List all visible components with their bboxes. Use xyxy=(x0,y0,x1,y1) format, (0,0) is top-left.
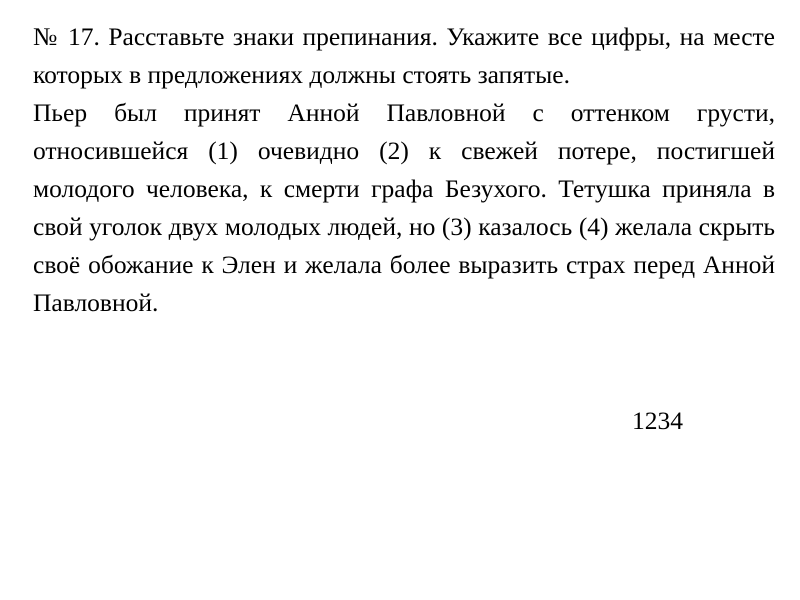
task-heading: № 17. Расставьте знаки препинания. Укажите все цифры, на месте которых в предложениях должны стоять запятые. xyxy=(33,22,775,89)
task-block xyxy=(33,18,775,322)
task-text: Пьер был принят Анной Павловной с оттенком грусти, относившейся (1) очевидно (2) к свежей потере, постигшей молодого человека, к смерти графа Безухого. Тетушка приняла в свой уголок двух молодых людей, но (3) казалось (4) желала скрыть своё обожание к Элен и желала более выразить страх перед Анной Павловной. xyxy=(33,98,775,317)
answer-text: 1234 xyxy=(632,406,683,435)
